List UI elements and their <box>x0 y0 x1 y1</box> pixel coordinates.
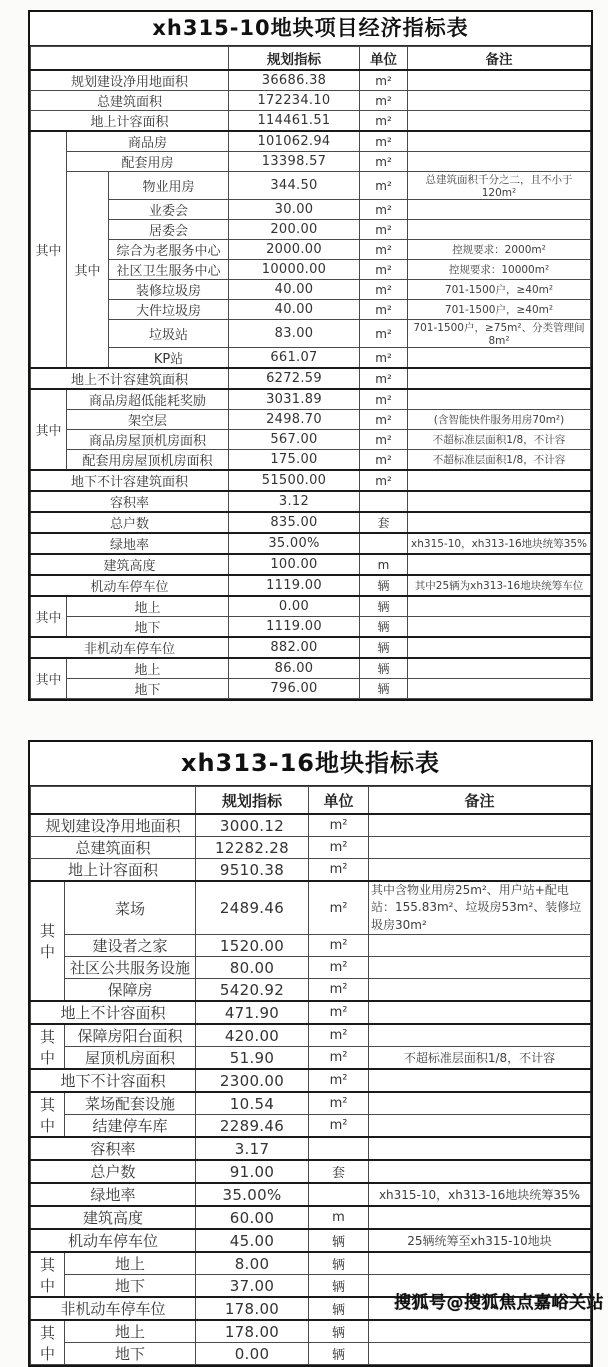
remark-cell <box>408 512 591 533</box>
label-cell: 地下 <box>65 1275 196 1298</box>
value-cell: 172234.10 <box>229 91 360 111</box>
table-row <box>31 881 591 935</box>
remark-cell <box>408 131 591 152</box>
remark-cell <box>369 1137 591 1160</box>
unit-cell: m² <box>360 368 408 389</box>
table-row <box>31 1047 591 1070</box>
table-row <box>31 1137 591 1160</box>
value-cell: 45.00 <box>196 1229 309 1252</box>
remark-cell: 不超标准层面积1/8，不计容 <box>408 450 591 471</box>
label-cell: 建设者之家 <box>65 935 196 957</box>
column-header <box>31 787 196 815</box>
remark-cell <box>369 1001 591 1024</box>
label-cell: 装修垃圾房 <box>109 280 229 300</box>
label-cell: 屋顶机房面积 <box>65 1047 196 1070</box>
remark-cell <box>369 1115 591 1138</box>
unit-cell: m² <box>309 957 369 979</box>
remark-cell: 不超标准层面积1/8，不计容 <box>369 1047 591 1070</box>
table-row <box>31 280 591 300</box>
table-row <box>31 979 591 1002</box>
table-title-xh313-16: xh313-16地块指标表 <box>30 742 591 786</box>
label-cell: 商品房 <box>67 131 229 152</box>
label-cell: 总户数 <box>31 1160 196 1183</box>
remark-cell <box>408 658 591 679</box>
unit-cell: m² <box>360 220 408 240</box>
label-cell: 地上不计容建筑面积 <box>31 368 229 389</box>
column-header: 规划指标 <box>196 787 309 815</box>
value-cell: 200.00 <box>229 220 360 240</box>
table-row <box>31 240 591 260</box>
remark-cell: 其中25辆为xh313-16地块统筹车位 <box>408 575 591 596</box>
unit-cell: m² <box>360 200 408 220</box>
column-header: 单位 <box>360 47 408 71</box>
label-cell: 建筑高度 <box>31 1206 196 1229</box>
column-header: 单位 <box>309 787 369 815</box>
unit-cell: m² <box>360 470 408 491</box>
remark-cell: (含智能快件服务用房70m²) <box>408 410 591 430</box>
unit-cell: m² <box>309 859 369 882</box>
column-header: 规划指标 <box>229 47 360 71</box>
label-cell: 地下 <box>67 617 229 638</box>
label-cell: 配套用房 <box>67 152 229 172</box>
unit-cell: m² <box>309 1001 369 1024</box>
indicator-table-xh313-16 <box>30 786 591 1365</box>
unit-cell: m² <box>309 1092 369 1115</box>
unit-cell: 套 <box>360 512 408 533</box>
unit-cell: 套 <box>309 1160 369 1183</box>
unit-cell <box>309 1137 369 1160</box>
value-cell: 10.54 <box>196 1092 309 1115</box>
table-row <box>31 470 591 491</box>
label-cell: 规划建设净用地面积 <box>31 814 196 837</box>
remark-cell <box>369 935 591 957</box>
value-cell: 0.00 <box>229 596 360 617</box>
remark-cell <box>408 111 591 132</box>
label-cell: 保障房 <box>65 979 196 1002</box>
value-cell: 40.00 <box>229 280 360 300</box>
table-row <box>31 410 591 430</box>
table-xh315-10 <box>28 10 593 701</box>
table-row <box>31 389 591 410</box>
label-cell: 地上 <box>65 1252 196 1275</box>
label-cell: 综合为老服务中心 <box>109 240 229 260</box>
table-row <box>31 70 591 91</box>
table-row <box>31 957 591 979</box>
value-cell: 8.00 <box>196 1252 309 1275</box>
remark-cell <box>369 1024 591 1047</box>
unit-cell: m² <box>360 152 408 172</box>
group-cell: 其中 <box>67 172 109 369</box>
column-header <box>31 47 229 71</box>
label-cell: KP站 <box>109 348 229 369</box>
value-cell: 101062.94 <box>229 131 360 152</box>
remark-cell: 不超标准层面积1/8，不计容 <box>408 430 591 450</box>
table-row <box>31 1320 591 1343</box>
table-row <box>31 814 591 837</box>
remark-cell: 其中含物业用房25m²、用户站+配电站：155.83m²、垃圾房53m²、装修垃圾房30m² <box>369 881 591 935</box>
remark-cell: 701-1500户，≥40m² <box>408 280 591 300</box>
label-cell: 菜场 <box>65 881 196 935</box>
value-cell: 91.00 <box>196 1160 309 1183</box>
remark-cell <box>408 617 591 638</box>
group-cell: 其中 <box>31 658 67 699</box>
value-cell: 12282.28 <box>196 837 309 859</box>
column-header: 备注 <box>408 47 591 71</box>
unit-cell: 辆 <box>309 1297 369 1320</box>
value-cell: 3.12 <box>229 491 360 512</box>
table-row <box>31 220 591 240</box>
unit-cell: m² <box>360 300 408 320</box>
table-row <box>31 596 591 617</box>
value-cell: 51.90 <box>196 1047 309 1070</box>
label-cell: 物业用房 <box>109 172 229 200</box>
label-cell: 机动车停车位 <box>31 1229 196 1252</box>
remark-cell <box>369 979 591 1002</box>
label-cell: 垃圾站 <box>109 320 229 348</box>
table-row <box>31 1001 591 1024</box>
table-row <box>31 1206 591 1229</box>
column-header: 备注 <box>369 787 591 815</box>
remark-cell <box>369 837 591 859</box>
table-row <box>31 491 591 512</box>
unit-cell: m² <box>360 70 408 91</box>
label-cell: 地上不计容面积 <box>31 1001 196 1024</box>
unit-cell <box>360 491 408 512</box>
value-cell: 80.00 <box>196 957 309 979</box>
remark-cell: 控规要求：10000m² <box>408 260 591 280</box>
group-cell: 其中 <box>31 881 65 1001</box>
label-cell: 业委会 <box>109 200 229 220</box>
table-row <box>31 658 591 679</box>
table-row <box>31 131 591 152</box>
table-row <box>31 1229 591 1252</box>
value-cell: 567.00 <box>229 430 360 450</box>
value-cell: 37.00 <box>196 1275 309 1298</box>
table-row <box>31 554 591 575</box>
remark-cell <box>408 348 591 369</box>
group-cell: 其中 <box>31 596 67 637</box>
unit-cell: m² <box>309 935 369 957</box>
label-cell: 总户数 <box>31 512 229 533</box>
label-cell: 结建停车库 <box>65 1115 196 1138</box>
remark-cell <box>369 859 591 882</box>
label-cell: 社区公共服务设施 <box>65 957 196 979</box>
label-cell: 商品房屋顶机房面积 <box>67 430 229 450</box>
remark-cell <box>408 491 591 512</box>
unit-cell: m² <box>360 172 408 200</box>
unit-cell: 辆 <box>360 658 408 679</box>
unit-cell: 辆 <box>360 679 408 699</box>
value-cell: 1119.00 <box>229 617 360 638</box>
unit-cell: m² <box>360 131 408 152</box>
value-cell: 835.00 <box>229 512 360 533</box>
table-row <box>31 637 591 658</box>
header-row <box>31 47 591 71</box>
table-row <box>31 617 591 638</box>
label-cell: 地上 <box>67 658 229 679</box>
value-cell: 35.00% <box>229 533 360 554</box>
value-cell: 83.00 <box>229 320 360 348</box>
value-cell: 471.90 <box>196 1001 309 1024</box>
sohu-watermark: 搜狐号@搜狐焦点嘉峪关站 <box>394 1293 604 1313</box>
group-cell: 其中 <box>31 1320 65 1365</box>
table-row <box>31 1252 591 1275</box>
table-row <box>31 320 591 348</box>
value-cell: 30.00 <box>229 200 360 220</box>
unit-cell: 辆 <box>309 1275 369 1298</box>
label-cell: 保障房阳台面积 <box>65 1024 196 1047</box>
unit-cell: m² <box>360 320 408 348</box>
value-cell: 178.00 <box>196 1320 309 1343</box>
value-cell: 420.00 <box>196 1024 309 1047</box>
unit-cell: m² <box>309 1069 369 1092</box>
value-cell: 2498.70 <box>229 410 360 430</box>
remark-cell: 总建筑面积千分之二，且不小于120m² <box>408 172 591 200</box>
value-cell: 178.00 <box>196 1297 309 1320</box>
remark-cell <box>408 152 591 172</box>
value-cell: 35.00% <box>196 1183 309 1206</box>
table-row <box>31 1183 591 1206</box>
remark-cell <box>408 389 591 410</box>
group-cell: 其中 <box>31 1092 65 1137</box>
remark-cell <box>408 70 591 91</box>
value-cell: 9510.38 <box>196 859 309 882</box>
value-cell: 6272.59 <box>229 368 360 389</box>
unit-cell: m² <box>360 450 408 471</box>
table-row <box>31 91 591 111</box>
unit-cell: m² <box>360 430 408 450</box>
value-cell: 3031.89 <box>229 389 360 410</box>
table-row <box>31 1160 591 1183</box>
label-cell: 地上计容面积 <box>31 859 196 882</box>
label-cell: 社区卫生服务中心 <box>109 260 229 280</box>
remark-cell <box>408 679 591 699</box>
remark-cell <box>369 1092 591 1115</box>
remark-cell <box>408 470 591 491</box>
value-cell: 344.50 <box>229 172 360 200</box>
label-cell: 绿地率 <box>31 533 229 554</box>
unit-cell: m <box>360 554 408 575</box>
header-row <box>31 787 591 815</box>
value-cell: 0.00 <box>196 1343 309 1365</box>
remark-cell <box>408 368 591 389</box>
table-row <box>31 1069 591 1092</box>
table-row <box>31 430 591 450</box>
remark-cell <box>369 1206 591 1229</box>
group-cell: 其中 <box>31 131 67 368</box>
table-title-xh315-10: xh315-10地块项目经济指标表 <box>30 12 591 46</box>
value-cell: 10000.00 <box>229 260 360 280</box>
unit-cell: m² <box>360 240 408 260</box>
table-row <box>31 1024 591 1047</box>
remark-cell <box>408 91 591 111</box>
label-cell: 架空层 <box>67 410 229 430</box>
remark-cell <box>369 1320 591 1343</box>
unit-cell: m² <box>309 979 369 1002</box>
value-cell: 86.00 <box>229 658 360 679</box>
label-cell: 非机动车停车位 <box>31 1297 196 1320</box>
label-cell: 居委会 <box>109 220 229 240</box>
table-row <box>31 837 591 859</box>
value-cell: 36686.38 <box>229 70 360 91</box>
table-row <box>31 300 591 320</box>
unit-cell: m² <box>309 1115 369 1138</box>
unit-cell <box>360 533 408 554</box>
value-cell: 40.00 <box>229 300 360 320</box>
table-row <box>31 200 591 220</box>
table-row <box>31 152 591 172</box>
remark-cell: 701-1500户，≥40m² <box>408 300 591 320</box>
remark-cell <box>369 814 591 837</box>
remark-cell: 25辆统筹至xh315-10地块 <box>369 1229 591 1252</box>
group-cell: 其中 <box>31 1024 65 1069</box>
unit-cell: 辆 <box>360 617 408 638</box>
value-cell: 60.00 <box>196 1206 309 1229</box>
unit-cell: m² <box>360 260 408 280</box>
label-cell: 地上 <box>67 596 229 617</box>
remark-cell <box>369 957 591 979</box>
table-row <box>31 533 591 554</box>
table-row <box>31 859 591 882</box>
remark-cell <box>408 200 591 220</box>
value-cell: 51500.00 <box>229 470 360 491</box>
label-cell: 容积率 <box>31 1137 196 1160</box>
unit-cell: m² <box>309 814 369 837</box>
unit-cell: 辆 <box>309 1343 369 1365</box>
table-row <box>31 1343 591 1365</box>
remark-cell: xh315-10，xh313-16地块统筹35% <box>408 533 591 554</box>
unit-cell: 辆 <box>309 1229 369 1252</box>
unit-cell: 辆 <box>360 596 408 617</box>
label-cell: 机动车停车位 <box>31 575 229 596</box>
unit-cell: m² <box>360 280 408 300</box>
table-row <box>31 260 591 280</box>
indicator-table-xh315-10 <box>30 46 591 699</box>
unit-cell: 辆 <box>309 1320 369 1343</box>
remark-cell <box>369 1343 591 1365</box>
label-cell: 容积率 <box>31 491 229 512</box>
value-cell: 1119.00 <box>229 575 360 596</box>
table-row <box>31 575 591 596</box>
label-cell: 总建筑面积 <box>31 837 196 859</box>
label-cell: 大件垃圾房 <box>109 300 229 320</box>
label-cell: 规划建设净用地面积 <box>31 70 229 91</box>
value-cell: 796.00 <box>229 679 360 699</box>
label-cell: 地下 <box>65 1343 196 1365</box>
remark-cell <box>369 1069 591 1092</box>
table-row <box>31 935 591 957</box>
label-cell: 地上 <box>65 1320 196 1343</box>
table-row <box>31 348 591 369</box>
remark-cell <box>408 554 591 575</box>
value-cell: 2300.00 <box>196 1069 309 1092</box>
label-cell: 地上计容面积 <box>31 111 229 132</box>
value-cell: 3000.12 <box>196 814 309 837</box>
group-cell: 其中 <box>31 389 67 470</box>
label-cell: 地下 <box>67 679 229 699</box>
value-cell: 5420.92 <box>196 979 309 1002</box>
remark-cell <box>408 637 591 658</box>
table-row <box>31 1115 591 1138</box>
remark-cell <box>408 596 591 617</box>
table-xh313-16 <box>28 740 593 1367</box>
label-cell: 非机动车停车位 <box>31 637 229 658</box>
unit-cell: m² <box>360 348 408 369</box>
remark-cell: 701-1500户，≥75m²、分类管理间8m² <box>408 320 591 348</box>
table-row <box>31 368 591 389</box>
label-cell: 地下不计容面积 <box>31 1069 196 1092</box>
unit-cell: 辆 <box>309 1252 369 1275</box>
value-cell: 13398.57 <box>229 152 360 172</box>
unit-cell: m² <box>360 111 408 132</box>
label-cell: 地下不计容建筑面积 <box>31 470 229 491</box>
table-row <box>31 512 591 533</box>
table-row <box>31 1092 591 1115</box>
remark-cell <box>408 220 591 240</box>
group-cell: 其中 <box>31 1252 65 1297</box>
value-cell: 661.07 <box>229 348 360 369</box>
label-cell: 总建筑面积 <box>31 91 229 111</box>
table-row <box>31 111 591 132</box>
unit-cell: 辆 <box>360 637 408 658</box>
value-cell: 882.00 <box>229 637 360 658</box>
unit-cell: m <box>309 1206 369 1229</box>
value-cell: 3.17 <box>196 1137 309 1160</box>
value-cell: 2489.46 <box>196 881 309 935</box>
unit-cell: m² <box>309 881 369 935</box>
unit-cell: m² <box>360 91 408 111</box>
remark-cell <box>369 1160 591 1183</box>
remark-cell: xh315-10，xh313-16地块统筹35% <box>369 1183 591 1206</box>
value-cell: 2289.46 <box>196 1115 309 1138</box>
unit-cell: m² <box>360 389 408 410</box>
value-cell: 114461.51 <box>229 111 360 132</box>
value-cell: 1520.00 <box>196 935 309 957</box>
label-cell: 绿地率 <box>31 1183 196 1206</box>
remark-cell <box>369 1252 591 1275</box>
unit-cell: 辆 <box>360 575 408 596</box>
table-row <box>31 679 591 699</box>
unit-cell <box>309 1183 369 1206</box>
unit-cell: m² <box>360 410 408 430</box>
label-cell: 商品房超低能耗奖励 <box>67 389 229 410</box>
unit-cell: m² <box>309 837 369 859</box>
unit-cell: m² <box>309 1024 369 1047</box>
unit-cell: m² <box>309 1047 369 1070</box>
remark-cell: 控规要求：2000m² <box>408 240 591 260</box>
table-row <box>31 450 591 471</box>
value-cell: 100.00 <box>229 554 360 575</box>
value-cell: 175.00 <box>229 450 360 471</box>
label-cell: 菜场配套设施 <box>65 1092 196 1115</box>
label-cell: 配套用房屋顶机房面积 <box>67 450 229 471</box>
value-cell: 2000.00 <box>229 240 360 260</box>
table-row <box>31 172 591 200</box>
label-cell: 建筑高度 <box>31 554 229 575</box>
